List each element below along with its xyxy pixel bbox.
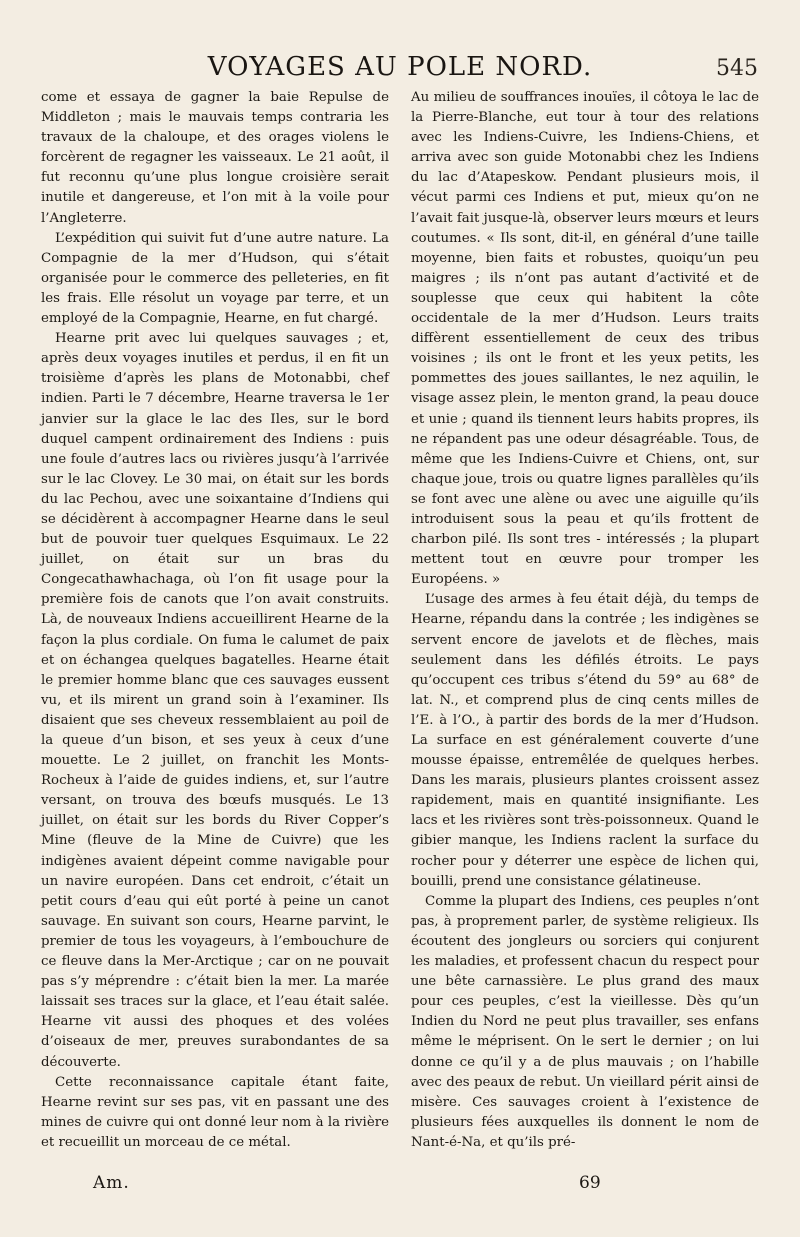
paragraph: L’expédition qui suivit fut d’une autre nature. La Compagnie de la mer d’Hudson, qui s’était organisée pour le commerce des pelleteries, en fit les frais. Elle résolut un voyage par terre, et un employé de la Compagnie, Hearne, en fut chargé. xyxy=(41,230,389,327)
paragraph: Cette reconnaissance capitale étant faite, Hearne revint sur ses pas, vit en passant une des mines de cuivre qui ont donné leur nom à la rivière et recueillit un morceau de ce métal. xyxy=(41,1074,389,1150)
left-column xyxy=(41,88,389,1153)
paragraph: Hearne prit avec lui quelques sauvages ; et, après deux voyages inutiles et perdus, il en fit un troisième d’après les plans de Motonabbi, chef indien. Parti le 7 décembre, Hearne traversa le 1er janvier sur la glace le lac des Iles, sur le bord duquel campent ordinairement des Indiens : puis une foule d’autres lacs ou rivières jusqu’à l’arrivée sur le lac Clovey. Le 30 mai, on était sur les bords du lac Pechou, avec une soixantaine d’Indiens qui se décidèrent à accompagner Hearne dans le seul but de pouvoir tuer quelques Esquimaux. Le 22 juillet, on était sur un bras du Congecathawhachaga, où l’on fit usage pour la première fois de canots que l’on avait construits. Là, de nouveaux Indiens accueillirent Hearne de la façon la plus cordiale. On fuma le calumet de paix et on échangea quelques bagatelles. Hearne était le premier homme blanc que ces sauvages eussent vu, et ils mirent un grand soin à l’examiner. Ils disaient que ses cheveux ressemblaient au poil de la queue d’un bison, et ses yeux à ceux d’une mouette. Le 2 juillet, on franchit les Monts-Rocheux à l’aide de guides indiens, et, sur l’autre versant, on trouva des bœufs musqués. Le 13 juillet, on était sur les bords du River Copper’s Mine (fleuve de la Mine de Cuivre) que les indigènes avaient dépeint comme navigable pour un navire européen. Dans cet endroit, c’était un petit cours d’eau qui eût porté à peine un canot sauvage. En suivant son cours, Hearne parvint, le premier de tous les voyageurs, à l’embouchure de ce fleuve dans la Mer-Arctique ; car on ne pouvait pas s’y méprendre : c’était bien la mer. La marée laissait ses traces sur la glace, et l’eau était salée. Hearne vit aussi des phoques et des volées d’oiseaux de mer, preuves surabondantes de sa découverte. xyxy=(41,331,389,1070)
paragraph: Au milieu de souffrances inouïes, il côtoya le lac de la Pierre-Blanche, eut tour à tour des relations avec les Indiens-Cuivre, les Indiens-Chiens, et arriva avec son guide Motonabbi chez les Indiens du lac d’Atapeskow. Pendant plusieurs mois, il vécut parmi ces Indiens et put, mieux qu’on ne l’avait fait jusque-là, observer leurs mœurs et leurs coutumes. « Ils sont, dit-il, en général d’une taille moyenne, bien faits et robustes, quoiqu’un peu maigres ; ils n’ont pas autant d’activité et de souplesse que ceux qui habitent la côte occidentale de la mer d’Hudson. Leurs traits diffèrent essentiellement de ceux des tribus voisines ; ils ont le front et les yeux petits, les pommettes des joues saillantes, le nez aquilin, le visage assez plein, le menton grand, la peau douce et unie ; quand ils tiennent leurs habits propres, ils ne répandent pas une odeur désagréable. Tous, de même que les Indiens-Cuivre et Chiens, ont, sur chaque joue, trois ou quatre lignes parallèles qu’ils se font avec une alène ou avec une aiguille qu’ils introduisent sous la peau et qu’ils frottent de charbon pilé. Ils sont tres - intéressés ; la plupart mettent tout en œuvre pour tromper les Européens. » xyxy=(411,90,759,588)
printer-signature: Am. xyxy=(93,1173,130,1193)
right-column xyxy=(411,88,759,1153)
running-title: VOYAGES AU POLE NORD. xyxy=(207,52,593,82)
paragraph-continuation: come et essaya de gagner la baie Repulse de Middleton ; mais le mauvais temps contraria les travaux de la chaloupe, et des orages violens le forcèrent de regagner les vaisseaux. Le 21 août, il fut reconnu qu’une plus longue croisière serait inutile et dangereuse, et l’on mit à la voile pour l’Angleterre. xyxy=(41,90,389,226)
sheet-number: 69 xyxy=(579,1173,601,1193)
page-number: 545 xyxy=(716,56,758,81)
page-header xyxy=(0,52,800,92)
paragraph: Comme la plupart des Indiens, ces peuples n’ont pas, à proprement parler, de système religieux. Ils écoutent des jongleurs ou sorciers qui conjurent les maladies, et professent chacun du respect pour une bête carnassière. Le plus grand des maux pour ces peuples, c’est la vieillesse. Dès qu’un Indien du Nord ne peut plus travailler, ses enfans même le méprisent. On le sert le dernier ; on lui donne ce qu’il y a de plus mauvais ; on l’habille avec des peaux de rebut. Un vieillard périt ainsi de misère. Ces sauvages croient à l’existence de plusieurs fées auxquelles ils donnent le nom de Nant-é-Na, et qu’ils pré- xyxy=(411,893,759,1150)
paragraph: L’usage des armes à feu était déjà, du temps de Hearne, répandu dans la contrée ; les indigènes se servent encore de javelots et de flèches, mais seulement dans les défilés étroits. Le pays qu’occupent ces tribus s’étend du 59° au 68° de lat. N., et comprend plus de cinq cents milles de l’E. à l’O., à partir des bords de la mer d’Hudson. La surface en est généralement couverte d’une mousse épaisse, entremêlée de quelques herbes. Dans les marais, plusieurs plantes croissent assez rapidement, mais en quantité insignifiante. Les lacs et les rivières sont très-poissonneux. Quand le gibier manque, les Indiens raclent la surface du rocher pour y déterrer une espèce de lichen qui, bouilli, prend une consistance gélatineuse. xyxy=(411,592,759,889)
